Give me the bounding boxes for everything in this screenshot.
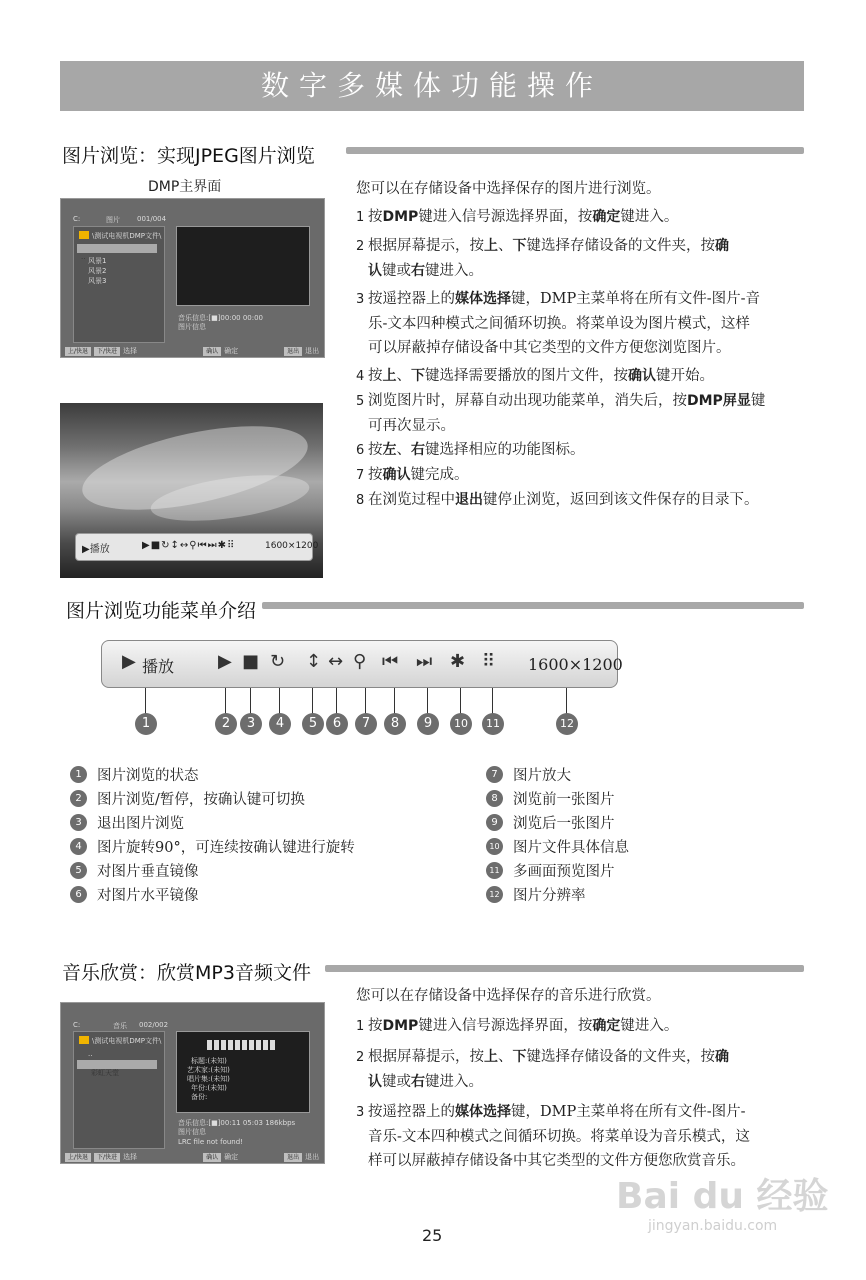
down-button[interactable]: 下/快进 <box>94 1153 120 1162</box>
select-label: 选择 <box>123 1153 138 1161</box>
legend-item: 1 图片浏览的状态 <box>70 762 355 786</box>
callout-2: 2 <box>215 713 237 735</box>
zoom-icon[interactable]: ⚲ <box>353 651 367 672</box>
dmp-screen-music <box>60 1002 325 1164</box>
screen-caption: DMP主界面 <box>148 179 222 195</box>
callout-12: 12 <box>556 713 578 735</box>
callout-7: 7 <box>355 713 377 735</box>
status-play-icon: ▶ <box>122 651 136 672</box>
down-button[interactable]: 下/快进 <box>94 347 120 356</box>
step-2-cont: 认键或右键进入。 <box>368 1074 483 1090</box>
file-item[interactable]: .. <box>88 1050 93 1058</box>
folder-icon <box>79 1036 89 1044</box>
section3-text <box>356 984 806 1173</box>
vertical-mirror-icon[interactable]: ↕ <box>306 651 322 672</box>
screen-buttons <box>65 346 319 356</box>
connector-line <box>460 688 461 716</box>
ok-label: 确定 <box>224 1153 239 1161</box>
screen-count: 002/002 <box>139 1021 169 1029</box>
step-6: 6 按左、右键选择相应的功能图标。 <box>356 442 585 458</box>
function-menu-bar <box>101 640 623 688</box>
section-rule <box>325 965 804 972</box>
play-status-label: 播放 <box>142 657 175 676</box>
section-rule <box>262 602 804 609</box>
info-line-2: 图片信息 <box>178 323 206 331</box>
connector-line <box>225 688 226 716</box>
callout-8: 8 <box>384 713 406 735</box>
file-panel <box>73 1031 165 1149</box>
tag-album: 唱片集:(未知) <box>187 1075 230 1083</box>
resolution-label: 1600×1200 <box>528 655 623 674</box>
page-banner: 数字多媒体功能操作 <box>60 61 804 111</box>
tag-backup: 备份: <box>191 1093 208 1101</box>
file-name: 彩虹天堂 <box>91 1069 119 1077</box>
photo-bar-play[interactable]: ▶播放 <box>82 544 110 555</box>
callout-5: 5 <box>302 713 324 735</box>
screen-drive: C: <box>73 1021 81 1029</box>
step-2: 2 根据屏幕提示，按上、下键选择存储设备的文件夹，按确 <box>356 238 729 254</box>
step-2-cont: 认键或右键进入。 <box>368 263 483 279</box>
screen-mode: 音乐 <box>113 1022 127 1030</box>
path-text: \测试电视机DMP文件\ <box>92 1037 162 1045</box>
intro-text: 您可以在存储设备中选择保存的音乐进行欣赏。 <box>356 988 661 1004</box>
select-label: 选择 <box>123 347 138 355</box>
legend-item: 3 退出图片浏览 <box>70 810 355 834</box>
step-7: 7 按确认键完成。 <box>356 467 469 483</box>
info-icon[interactable]: ✱ <box>450 651 466 672</box>
exit-label: 退出 <box>305 347 320 355</box>
exit-button[interactable]: 退出 <box>284 1153 302 1162</box>
baidu-watermark: Bai du 经验 <box>616 1176 829 1217</box>
legend-right <box>486 762 629 906</box>
screen-buttons <box>65 1152 319 1162</box>
legend-item: 8 浏览前一张图片 <box>486 786 629 810</box>
connector-line <box>492 688 493 716</box>
step-3-cont: 样可以屏蔽掉存储设备中其它类型的文件方便您欣赏音乐。 <box>368 1153 745 1169</box>
step-1: 1 按DMP键进入信号源选择界面，按确定键进入。 <box>356 1018 679 1034</box>
photo-function-bar <box>75 533 319 561</box>
connector-line <box>145 688 146 716</box>
up-button[interactable]: 上/快退 <box>65 1153 91 1162</box>
legend-item: 6 对图片水平镜像 <box>70 882 355 906</box>
section1-text <box>356 177 806 513</box>
connector-line <box>336 688 337 716</box>
tag-year: 年份:(未知) <box>191 1084 227 1092</box>
up-button[interactable]: 上/快退 <box>65 347 91 356</box>
callout-3: 3 <box>240 713 262 735</box>
callout-10: 10 <box>450 713 472 735</box>
connector-line <box>279 688 280 716</box>
preview-panel <box>176 226 310 306</box>
step-3-cont: 乐-文本四种模式之间循环切换。将菜单设为图片模式，这样 <box>368 316 750 332</box>
legend-left <box>70 762 355 906</box>
info-line-1: 音乐信息:[■]00:00 00:00 <box>178 314 264 322</box>
file-item[interactable]: 风景2 <box>88 267 107 275</box>
step-5: 5 浏览图片时，屏幕自动出现功能菜单，消失后，按DMP屏显键 <box>356 393 766 409</box>
connector-line <box>365 688 366 716</box>
section-title-menu: 图片浏览功能菜单介绍 <box>66 600 257 622</box>
file-item[interactable]: 风景3 <box>88 277 107 285</box>
ok-button[interactable]: 确认 <box>203 1153 221 1162</box>
play-icon[interactable]: ▶ <box>218 651 232 672</box>
path-text: \测试电视机DMP文件\ <box>92 232 162 240</box>
callout-11: 11 <box>482 713 504 735</box>
multi-preview-icon[interactable]: ⠿ <box>482 651 496 672</box>
next-icon[interactable]: ⏭ <box>416 651 433 672</box>
lrc-status: LRC file not found! <box>178 1138 243 1146</box>
callout-9: 9 <box>417 713 439 735</box>
legend-item: 4 图片旋转90°，可连续按确认键进行旋转 <box>70 834 355 858</box>
step-8: 8 在浏览过程中退出键停止浏览，返回到该文件保存的目录下。 <box>356 492 759 508</box>
step-5-cont: 可再次显示。 <box>368 418 455 434</box>
screen-count: 001/004 <box>137 215 167 223</box>
photo-preview <box>60 403 323 578</box>
step-3: 3 按遥控器上的媒体选择键，DMP主菜单将在所有文件-图片-音 <box>356 291 761 307</box>
legend-item: 5 对图片垂直镜像 <box>70 858 355 882</box>
ok-label: 确定 <box>224 347 239 355</box>
step-3: 3 按遥控器上的媒体选择键，DMP主菜单将在所有文件-图片- <box>356 1104 746 1120</box>
dmp-screen-photo <box>60 198 325 358</box>
legend-item: 9 浏览后一张图片 <box>486 810 629 834</box>
tag-title: 标题:(未知) <box>191 1057 227 1065</box>
equalizer-icon <box>207 1040 277 1050</box>
screen-drive: C: <box>73 215 81 223</box>
exit-button[interactable]: 退出 <box>284 347 302 356</box>
stop-icon[interactable]: ■ <box>242 651 260 672</box>
connector-line <box>427 688 428 716</box>
photo-bar-icons: ▶■↻↕↔⚲⏮⏭✱⠿ <box>142 540 236 551</box>
prev-icon[interactable]: ⏮ <box>382 651 399 672</box>
intro-text: 您可以在存储设备中选择保存的图片进行浏览。 <box>356 181 661 197</box>
screen-mode: 图片 <box>106 216 120 224</box>
step-3-cont: 音乐-文本四种模式之间循环切换。将菜单设为音乐模式，这 <box>368 1129 750 1145</box>
info-line-2: 图片信息 <box>178 1128 206 1136</box>
legend-item: 2 图片浏览/暂停，按确认键可切换 <box>70 786 355 810</box>
connector-line <box>312 688 313 716</box>
step-3-cont: 可以屏蔽掉存储设备中其它类型的文件方便您浏览图片。 <box>368 340 731 356</box>
section-rule <box>346 147 804 154</box>
folder-icon <box>79 231 89 239</box>
callout-6: 6 <box>326 713 348 735</box>
legend-item: 12 图片分辨率 <box>486 882 629 906</box>
info-line-1: 音乐信息:[■]00:11 05:03 186kbps <box>178 1119 296 1127</box>
section-title-music: 音乐欣赏：欣赏MP3音频文件 <box>62 962 311 984</box>
tag-panel <box>176 1031 310 1113</box>
callout-1: 1 <box>135 713 157 735</box>
photo-bar-res: 1600×1200 <box>265 541 319 551</box>
horizontal-mirror-icon[interactable]: ↔ <box>328 651 344 672</box>
step-4: 4 按上、下键选择需要播放的图片文件，按确认键开始。 <box>356 368 714 384</box>
file-panel <box>73 226 165 343</box>
callout-4: 4 <box>269 713 291 735</box>
file-selected[interactable] <box>77 1060 157 1077</box>
connector-line <box>250 688 251 716</box>
ok-button[interactable]: 确认 <box>203 347 221 356</box>
connector-line <box>566 688 567 716</box>
watermark-url: jingyan.baidu.com <box>648 1218 778 1234</box>
step-2: 2 根据屏幕提示，按上、下键选择存储设备的文件夹，按确 <box>356 1049 729 1065</box>
page-number: 25 <box>422 1226 443 1245</box>
file-name: .. <box>81 253 86 261</box>
legend-item: 7 图片放大 <box>486 762 629 786</box>
rotate-icon[interactable]: ↻ <box>270 651 286 672</box>
section-title-photo: 图片浏览：实现JPEG图片浏览 <box>62 145 315 167</box>
step-1: 1 按DMP键进入信号源选择界面，按确定键进入。 <box>356 209 679 225</box>
file-item[interactable]: 风景1 <box>88 257 107 265</box>
legend-item: 11 多画面预览图片 <box>486 858 629 882</box>
connector-line <box>394 688 395 716</box>
legend-item: 10 图片文件具体信息 <box>486 834 629 858</box>
exit-label: 退出 <box>305 1153 320 1161</box>
tag-artist: 艺术家:(未知) <box>187 1066 230 1074</box>
